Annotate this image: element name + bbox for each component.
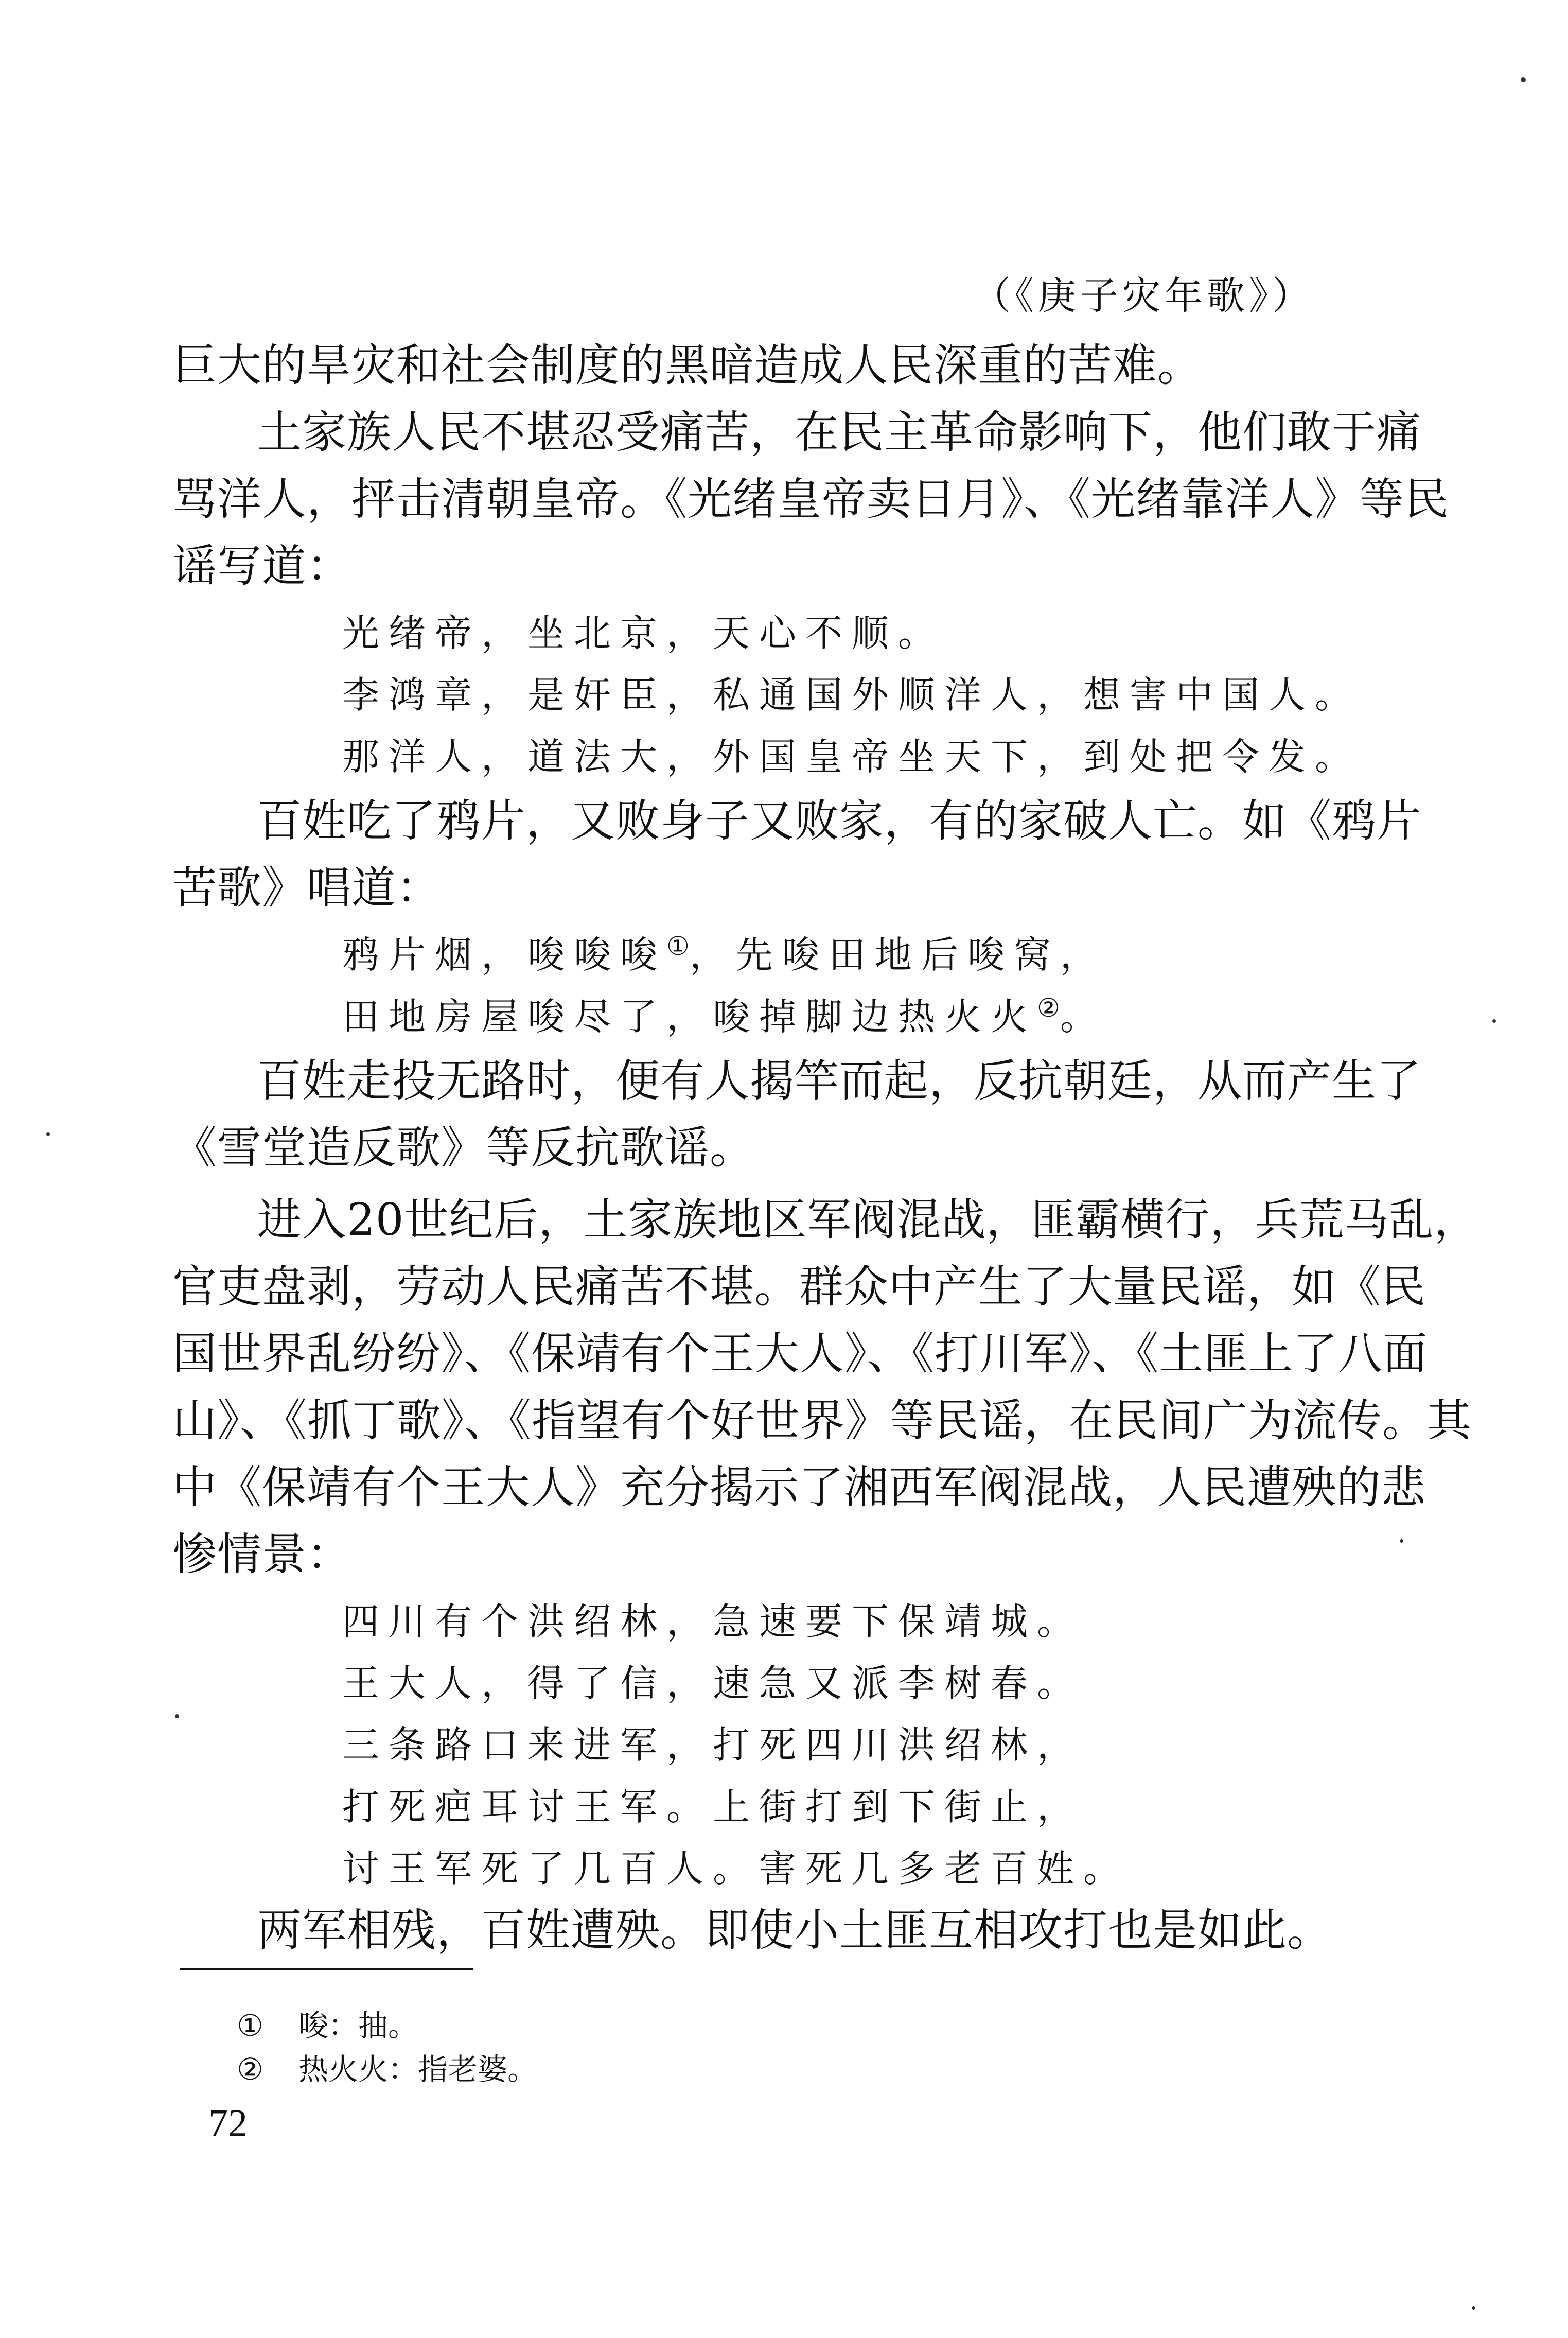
text-line: 百姓走投无路时，便有人揭竿而起，反抗朝廷，从而产生了 (257, 1055, 1421, 1107)
poem-line (342, 929, 1106, 981)
footnote-mark: ② (237, 2052, 263, 2087)
text-line: 土家族人民不堪忍受痛苦，在民主革命影响下，他们敢于痛 (257, 407, 1421, 458)
text-line: 苦歌》唱道： (172, 862, 441, 914)
poem-line: 王大人，得了信，速急又派李树春。 (342, 1662, 1084, 1705)
footnote-ref: ① (666, 931, 690, 961)
poem-line: 打死疤耳讨王军。上街打到下街止， (342, 1785, 1084, 1828)
poem-line: 光绪帝，坐北京，天心不顺。 (342, 612, 945, 655)
footnote (237, 2051, 537, 2087)
text-line: 巨大的旱灾和社会制度的黑暗造成人民深重的苦难。 (172, 340, 1202, 391)
text-line: 山》、《抓丁歌》、《指望有个好世界》等民谣，在民间广为流传。其 (172, 1395, 1472, 1446)
footnote-divider (180, 1968, 473, 1970)
poem-text: 鸦片烟，唆唆唆 (342, 933, 667, 976)
scan-speck (1472, 2306, 1475, 2310)
scan-speck (46, 1132, 50, 1136)
text-line: 国世界乱纷纷》、《保靖有个王大人》、《打川军》、《土匪上了八面 (172, 1328, 1428, 1380)
footnote-text: 唆：抽。 (298, 2008, 418, 2043)
poem-line: 讨王军死了几百人。害死几多老百姓。 (342, 1847, 1130, 1890)
text-line: 骂洋人，抨击清朝皇帝。《光绪皇帝卖日月》、《光绪靠洋人》等民 (172, 474, 1449, 525)
poem-line: 三条路口来进军，打死四川洪绍林， (342, 1723, 1084, 1767)
text-line: 惨情景： (172, 1529, 351, 1580)
poem-line (342, 991, 1106, 1042)
text-line: 百姓吃了鸦片，又败身子又败家，有的家破人亡。如《鸦片 (257, 795, 1421, 847)
poem-line: 那洋人，道法大，外国皇帝坐天下，到处把令发。 (342, 735, 1362, 778)
scan-speck (1492, 1019, 1496, 1023)
footnote-ref: ② (1037, 993, 1060, 1023)
footnote-text: 热火火：指老婆。 (298, 2052, 538, 2087)
footnote-mark: ① (237, 2008, 263, 2043)
text-line: 谣写道： (172, 540, 351, 592)
source-citation: （《庚子灾年歌》） (973, 274, 1314, 318)
scan-speck (1400, 1539, 1403, 1543)
poem-text: 田地房屋唆尽了，唆掉脚边热火火 (342, 995, 1037, 1038)
scan-speck (175, 1714, 179, 1718)
text-line: 《雪堂造反歌》等反抗歌谣。 (172, 1122, 754, 1174)
footnote (237, 2008, 418, 2044)
poem-text: ，先唆田地后唆窝， (689, 933, 1106, 976)
poem-line: 四川有个洪绍林，急速要下保靖城。 (342, 1600, 1084, 1643)
text-line: 进入20世纪后，土家族地区军阀混战，匪霸横行，兵荒马乱， (257, 1194, 1479, 1246)
text-line: 两军相残，百姓遭殃。即使小土匪互相攻打也是如此。 (257, 1905, 1332, 1956)
poem-text: 。 (1060, 995, 1106, 1038)
page-number: 72 (208, 2102, 248, 2145)
text-line: 中《保靖有个王大人》充分揭示了湘西军阀混战，人民遭殃的悲 (172, 1462, 1426, 1513)
text-line: 官吏盘剥，劳动人民痛苦不堪。群众中产生了大量民谣，如《民 (172, 1261, 1426, 1313)
poem-line: 李鸿章，是奸臣，私通国外顺洋人，想害中国人。 (342, 673, 1362, 717)
scan-speck (1521, 77, 1526, 82)
